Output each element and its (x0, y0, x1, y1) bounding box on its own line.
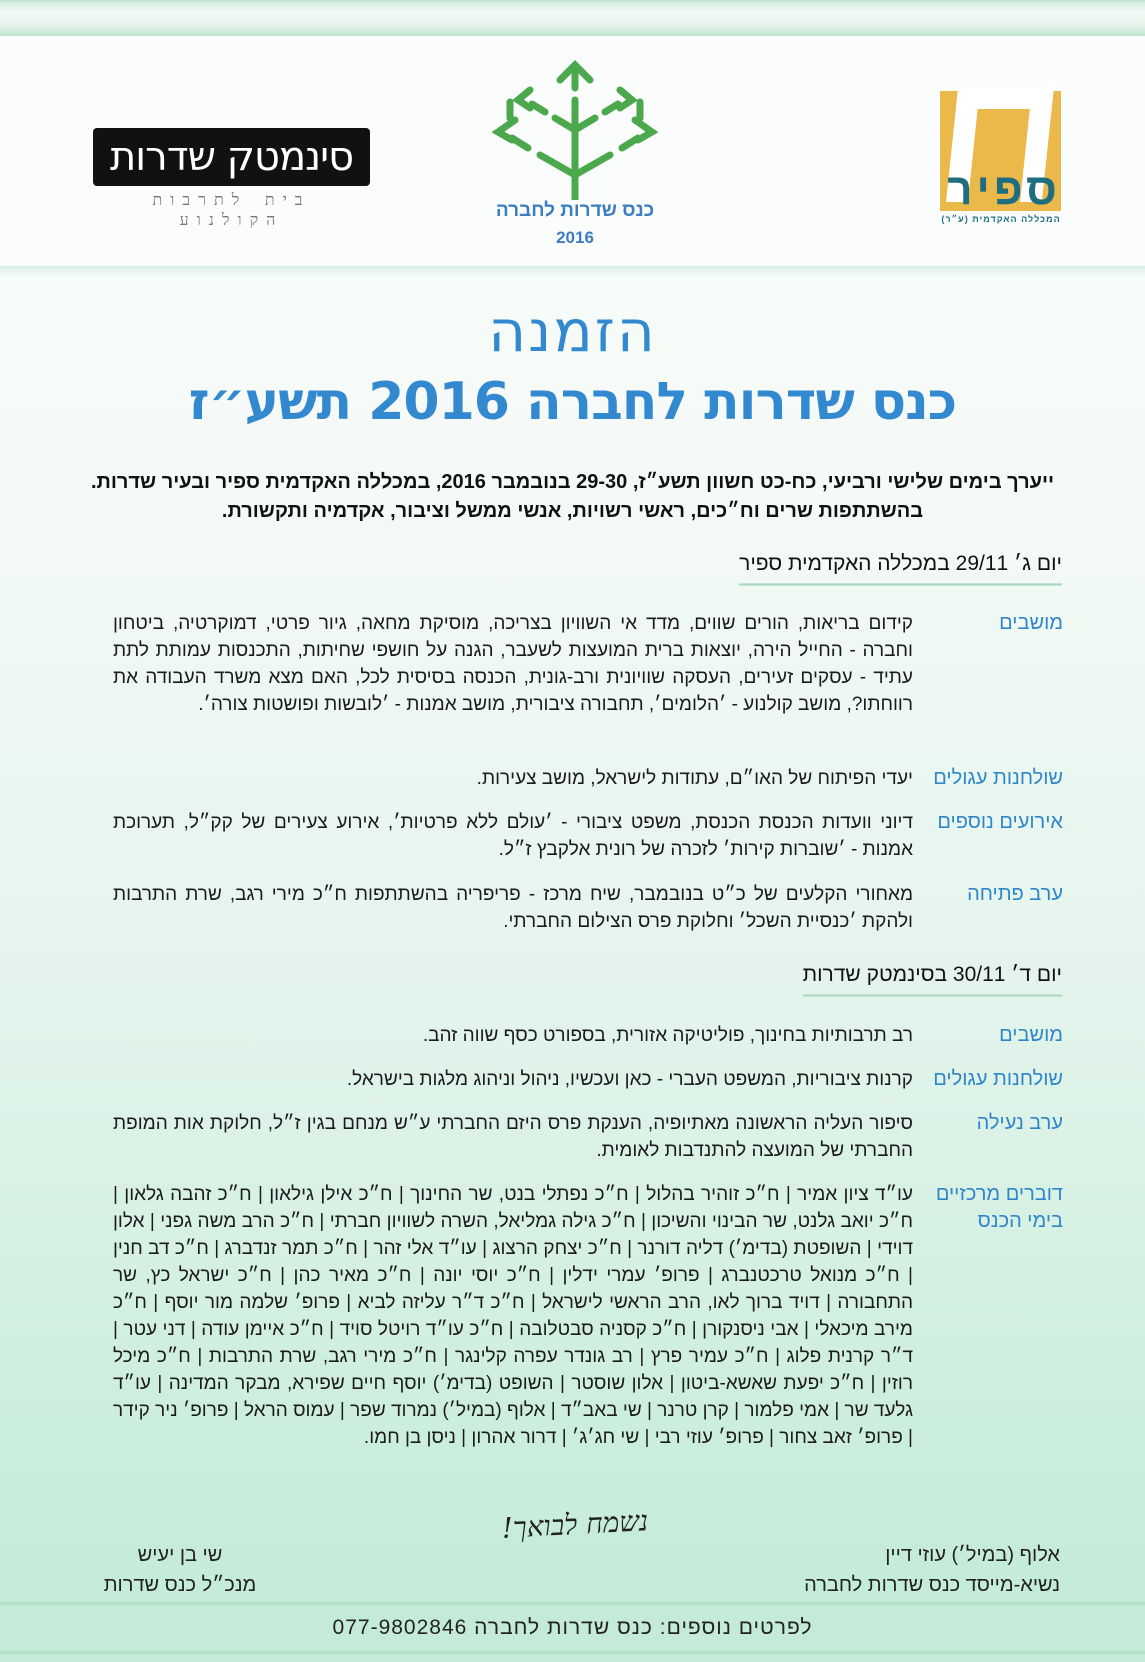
day-1-heading: יום ג׳ 29/11 במכללה האקדמית ספיר (739, 552, 1062, 582)
ceo-title: מנכ״ל כנס שדרות (103, 1574, 257, 1596)
day-2-row-sessions (63, 1022, 1063, 1049)
row-text: סיפור העליה הראשונה מאתיופיה, הענקת פרס היזם החברתי ע״ש מנחם בגין ז״ל, חלוקת אות המופת החברתי של המועצה להתנדבות לאומית. (113, 1113, 913, 1161)
row-label: ערב נעילה (976, 1112, 1063, 1134)
cinematheque-logo-subtitle: בית לתרבות הקולנוע (152, 190, 311, 229)
conference-logo-name: כנס שדרות לחברה (495, 200, 655, 221)
speakers-label (913, 1181, 1063, 1451)
day-1-row-opening-evening (63, 881, 1063, 935)
footer-divider-top (0, 1600, 1145, 1607)
day-1-row-sessions (63, 610, 1063, 718)
row-label: ערב פתיחה (967, 883, 1063, 905)
sapir-logo-subtitle: המכללה האקדמית (ע״ר) (941, 214, 1061, 224)
row-text: קרנות ציבוריות, המשפט העברי - כאן ועכשיו, ניהול וניהוג מלגות בישראל. (346, 1069, 913, 1090)
invitation-title: הזמנה (488, 297, 657, 365)
footer-divider-bottom (0, 1649, 1145, 1656)
footer-contact-bar (0, 1607, 1145, 1649)
header-divider (0, 266, 1145, 276)
speakers-row (63, 1181, 1063, 1451)
speakers-label-line-2: בימי הכנס (977, 1210, 1063, 1232)
row-text: דיוני וועדות הכנסת הכנסת, משפט ציבורי - ׳עולם ללא פרטיות׳, אירוע צעירים של קק״ל, תערוכת אמנות - ׳שוברות קירות׳ לזכרה של רונית אלקבץ ז״ל. (113, 812, 913, 860)
row-label: שולחנות עגולים (933, 767, 1063, 789)
cinematheque-logo-name: סינמטק שדרות (109, 134, 354, 180)
signature-founder (730, 1540, 1060, 1600)
row-text: קידום בריאות, הורים שווים, מדד אי השוויון בצריכה, מוסיקת מחאה, גיור פרטי, דמוקרטיה, ביטחון וחברה - החייל הירה, יוצאות ברית המועצות לשעבר, הגנה על חושפי שחיתות, התכנסות עמותת לתת עתיד - עסקים זעירים, העסקה שוויונית ורב-גונית, הכנסה בסיסית לכל, האם מצא משרד העבודה את רווחתו?, מושב קולנוע - ׳הלומים׳, תחבורה ציבורית, מושב אמנות - ׳לובשות ופושטות צורה׳. (113, 613, 913, 715)
speakers-label-line-1: דוברים מרכזיים (935, 1183, 1063, 1205)
row-label: אירועים נוספים (937, 811, 1063, 833)
sapir-logo-name: ספיר (947, 165, 1061, 214)
footer-contact: לפרטים נוספים: כנס שדרות לחברה 077-9802846 (332, 1616, 813, 1639)
signoff-handwritten: נשמח לבואך! (500, 1504, 650, 1545)
conference-logo-year: 2016 (556, 228, 594, 247)
day-2-row-round-tables (63, 1066, 1063, 1093)
founder-title: נשיא-מייסד כנס שדרות לחברה (804, 1574, 1060, 1596)
day-2-heading: יום ד׳ 30/11 בסינמטק שדרות (803, 963, 1062, 993)
row-label: מושבים (999, 612, 1063, 634)
top-decorative-band (0, 0, 1145, 36)
founder-name: אלוף (במיל׳) עוזי דיין (885, 1544, 1060, 1566)
intro-line-1: ייערך בימים שלישי ורביעי, כח-כט חשוון תשע״ז, 29-30 בנובמבר 2016, במכללה האקדמית ספיר ובעיר שדרות. (90, 471, 1055, 493)
signature-ceo (80, 1540, 280, 1600)
day-2-row-closing-evening (63, 1110, 1063, 1164)
day-1-row-more-events (63, 809, 1063, 863)
row-text: יעדי הפיתוח של האו״ם, עתודות לישראל, מושב צעירות. (476, 768, 913, 789)
conference-title: כנס שדרות לחברה 2016 תשע״ז (188, 372, 957, 432)
cinematheque-logo (93, 128, 370, 186)
row-text: רב תרבותיות בחינוך, פוליטיקה אזורית, בספורט כסף שווה זהב. (422, 1025, 913, 1046)
row-text: מאחורי הקלעים של כ״ט בנובמבר, שיח מרכז - פריפריה בהשתתפות ח״כ מירי רגב, שרת התרבות ולהקת ׳כנסיית השכל׳ וחלוקת פרס הצילום החברתי. (113, 884, 913, 932)
tree-arrows-icon (490, 60, 660, 200)
speakers-list: עו״ד ציון אמיר | ח״כ זוהיר בהלול | ח״כ נפתלי בנט, שר החינוך | ח״כ אילן גילאון | ח״כ זהבה גלאון | ח״כ יואב גלנט, שר הבינוי והשיכון | ח״כ גילה גמליאל, השרה לשוויון חברתי | ח״כ הרב משה גפני | אלון דוידי | השופטת (בדימ׳) דליה דורנר | ח״כ יצחק הרצוג | עו״ד אלי זהר | ח״כ תמר זנדברג | ח״כ דב חנין | ח״כ מנואל טרכטנברג | פרופ׳ עמרי ידלין | ח״כ יוסי יונה | ח״כ מאיר כהן | ח״כ ישראל כץ, שר התחבורה | דויד ברוך לאו, הרב הראשי לישראל | ח״כ ד״ר עליזה לביא | פרופ׳ שלמה מור יוסף | ח״כ מירב מיכאלי | אבי ניסנקורן | ח״כ קסניה סבטלובה | ח״כ עו״ד רויטל סויד | ח״כ איימן עודה | דני עטר | ד״ר קרנית פלוג | ח״כ עמיר פרץ | רב גונדר עפרה קלינגר | ח״כ מירי רגב, שרת התרבות | ח״כ מיכל רוזין | ח״כ יפעת שאשא-ביטון | אלון שוסטר | השופט (בדימ׳) יוסף חיים שפירא, מבקר המדינה | עו״ד גלעד שר | אמי פלמור | קרן טרנר | שי באב״ד | אלוף (במיל׳) נמרוד שפר | עמוס הראל | פרופ׳ ניר קידר | פרופ׳ זאב צחור | פרופ׳ עוזי רבי | שי חג׳ג׳ | דרור אהרון | ניסן בן חמו. (113, 1184, 913, 1448)
row-label: מושבים (999, 1024, 1063, 1046)
row-label: שולחנות עגולים (933, 1068, 1063, 1090)
ceo-name: שי בן יעיש (137, 1544, 223, 1566)
intro-paragraph (80, 468, 1065, 526)
footer-end-band (0, 1656, 1145, 1662)
intro-line-2: בהשתתפות שרים וח״כים, ראשי רשויות, אנשי ממשל וציבור, אקדמיה ותקשורת. (221, 500, 924, 522)
day-1-row-round-tables (63, 765, 1063, 792)
